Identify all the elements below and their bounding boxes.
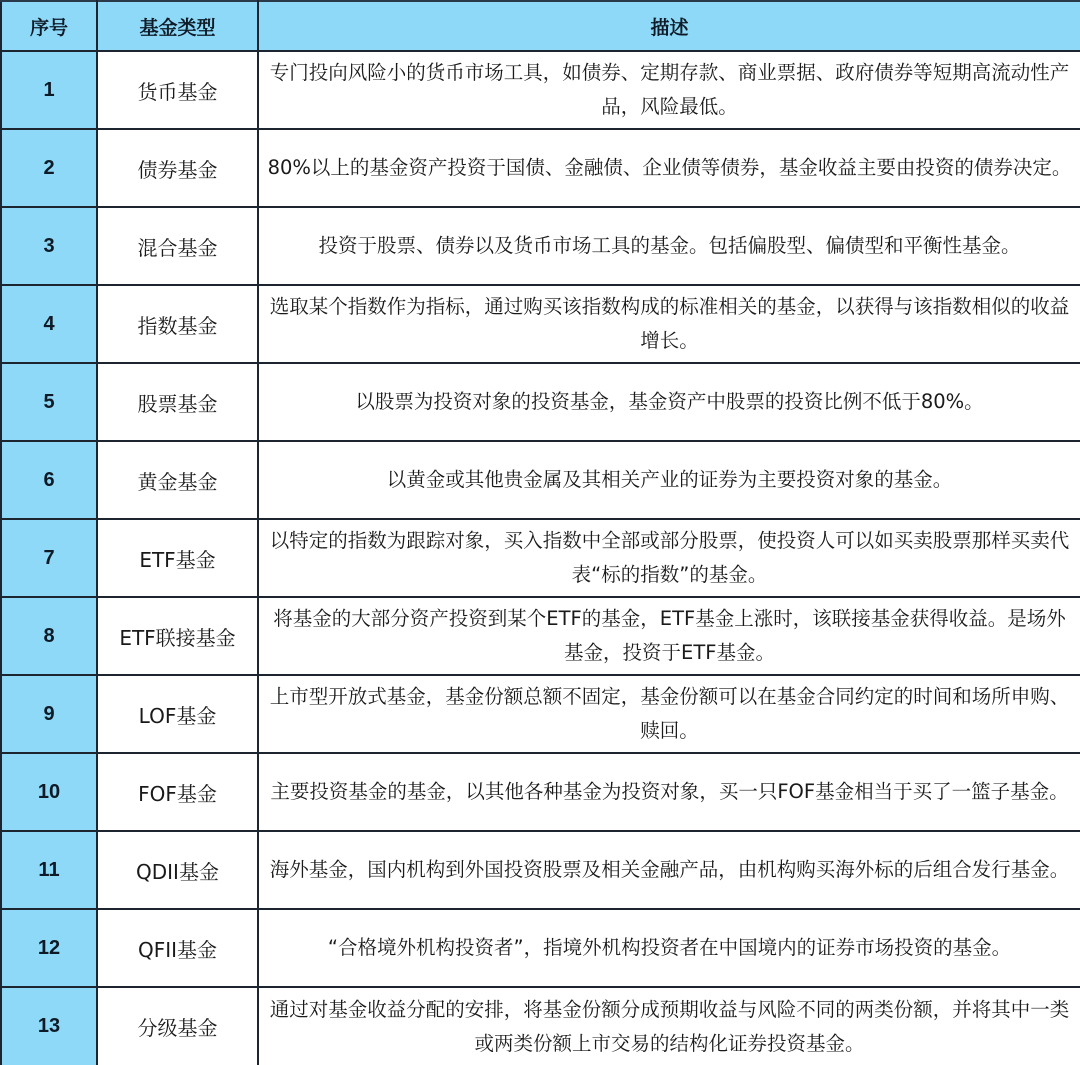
row-description: 选取某个指数作为指标，通过购买该指数构成的标准相关的基金，以获得与该指数相似的收益增长。	[258, 285, 1080, 363]
row-fund-type: 指数基金	[97, 285, 258, 363]
row-index: 6	[1, 441, 97, 519]
header-row	[1, 1, 1080, 51]
row-index: 11	[1, 831, 97, 909]
row-fund-type: ETF基金	[97, 519, 258, 597]
row-index: 10	[1, 753, 97, 831]
row-fund-type: 货币基金	[97, 51, 258, 129]
row-fund-type: 分级基金	[97, 987, 258, 1065]
table-row	[1, 909, 1080, 987]
row-fund-type: 股票基金	[97, 363, 258, 441]
row-description: 以特定的指数为跟踪对象，买入指数中全部或部分股票，使投资人可以如买卖股票那样买卖代表“标的指数”的基金。	[258, 519, 1080, 597]
row-description: 海外基金，国内机构到外国投资股票及相关金融产品，由机构购买海外标的后组合发行基金。	[258, 831, 1080, 909]
row-description: 以黄金或其他贵金属及其相关产业的证券为主要投资对象的基金。	[258, 441, 1080, 519]
header-fund-type: 基金类型	[97, 1, 258, 51]
table-row	[1, 597, 1080, 675]
row-description: 主要投资基金的基金，以其他各种基金为投资对象，买一只FOF基金相当于买了一篮子基金。	[258, 753, 1080, 831]
row-fund-type: 黄金基金	[97, 441, 258, 519]
table-row	[1, 207, 1080, 285]
row-index: 3	[1, 207, 97, 285]
row-index: 1	[1, 51, 97, 129]
row-description: 上市型开放式基金，基金份额总额不固定，基金份额可以在基金合同约定的时间和场所申购、赎回。	[258, 675, 1080, 753]
table-row	[1, 363, 1080, 441]
row-description: 将基金的大部分资产投资到某个ETF的基金，ETF基金上涨时，该联接基金获得收益。是场外基金，投资于ETF基金。	[258, 597, 1080, 675]
row-index: 13	[1, 987, 97, 1065]
row-index: 7	[1, 519, 97, 597]
row-fund-type: 债券基金	[97, 129, 258, 207]
table-row	[1, 519, 1080, 597]
row-fund-type: FOF基金	[97, 753, 258, 831]
row-fund-type: QFII基金	[97, 909, 258, 987]
row-fund-type: QDII基金	[97, 831, 258, 909]
header-index: 序号	[1, 1, 97, 51]
row-description: 专门投向风险小的货币市场工具，如债券、定期存款、商业票据、政府债券等短期高流动性产品，风险最低。	[258, 51, 1080, 129]
row-fund-type: LOF基金	[97, 675, 258, 753]
table-row	[1, 675, 1080, 753]
row-description: 80%以上的基金资产投资于国债、金融债、企业债等债券，基金收益主要由投资的债券决定。	[258, 129, 1080, 207]
table-row	[1, 441, 1080, 519]
header-description: 描述	[258, 1, 1080, 51]
row-description: 以股票为投资对象的投资基金，基金资产中股票的投资比例不低于80%。	[258, 363, 1080, 441]
row-description: 通过对基金收益分配的安排，将基金份额分成预期收益与风险不同的两类份额，并将其中一类或两类份额上市交易的结构化证券投资基金。	[258, 987, 1080, 1065]
table-row	[1, 51, 1080, 129]
table-row	[1, 831, 1080, 909]
table-row	[1, 753, 1080, 831]
row-description: 投资于股票、债券以及货币市场工具的基金。包括偏股型、偏债型和平衡性基金。	[258, 207, 1080, 285]
row-index: 12	[1, 909, 97, 987]
row-index: 5	[1, 363, 97, 441]
table-row	[1, 987, 1080, 1065]
row-index: 9	[1, 675, 97, 753]
row-description: “合格境外机构投资者”，指境外机构投资者在中国境内的证券市场投资的基金。	[258, 909, 1080, 987]
row-index: 2	[1, 129, 97, 207]
table-row	[1, 129, 1080, 207]
row-fund-type: 混合基金	[97, 207, 258, 285]
row-index: 8	[1, 597, 97, 675]
row-fund-type: ETF联接基金	[97, 597, 258, 675]
row-index: 4	[1, 285, 97, 363]
table-row	[1, 285, 1080, 363]
